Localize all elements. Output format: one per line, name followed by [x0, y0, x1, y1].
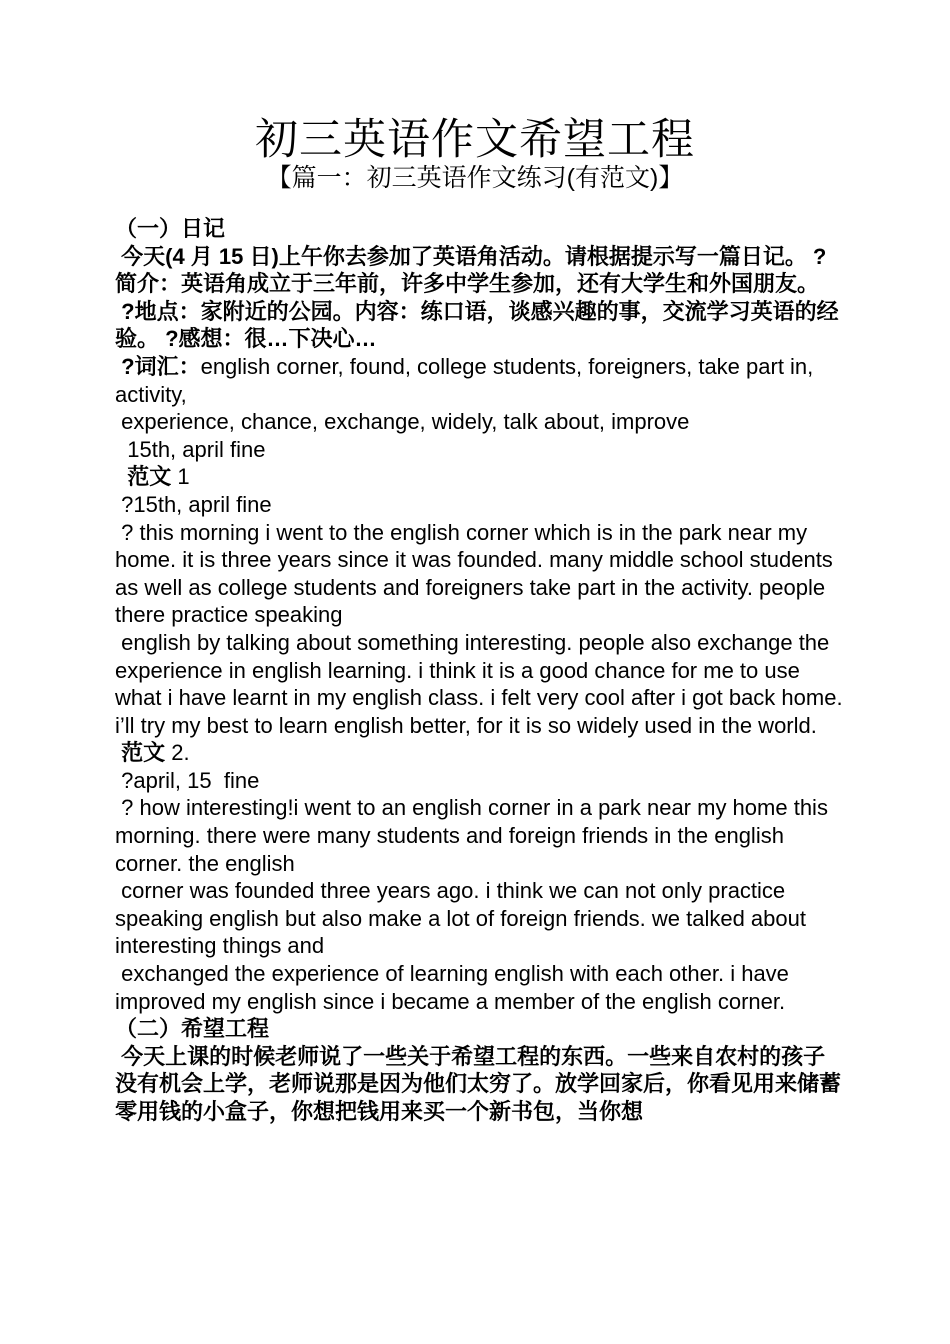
essay1-paragraph-2: english by talking about something interesting. people also exchange the experience in english learning. i think it is a good chance for me to use what i have learnt in my english class. i felt very cool after i got back home. i’ll try my best to learn english better, for it is so widely used in the world. [115, 629, 849, 738]
vocab-text: english corner, found, college students, foreigners, take part in, activity, [115, 353, 820, 407]
section-heading-diary: （一）日记 [115, 216, 226, 241]
essay2-paragraph-2: corner was founded three years ago. i think we can not only practice speaking english but also make a lot of foreign friends. we talked about interesting things and [115, 878, 813, 959]
vocab-label: ?词汇： [115, 353, 201, 379]
document-body [115, 215, 849, 1126]
essay1-paragraph-1: ? this morning i went to the english corner which is in the park near my home. it is three years since it was founded. many middle school students as well as college students and foreigners take part in the activity. people there practice speaking [115, 519, 839, 628]
essay1-date: ?15th, april fine [115, 491, 272, 517]
page-subtitle: 【篇一：初三英语作文练习(有范文)】 [266, 164, 684, 192]
page-title: 初三英语作文希望工程 [255, 116, 695, 164]
essay1-label: 范文 [115, 464, 172, 490]
vocab-paragraph [115, 353, 845, 408]
section-heading-hope-project: （二）希望工程 [115, 1016, 270, 1042]
essay2-number: 2. [165, 740, 190, 766]
diary-place-content: ?地点：家附近的公园。内容：练口语，谈感兴趣的事，交流学习英语的经验。 ?感想：很…下决心… [115, 298, 839, 352]
essay1-heading [115, 463, 845, 491]
essay2-paragraph-1: ? how interesting!i went to an english corner in a park near my home this morning. there were many students and foreign friends in the english corner. the english [115, 795, 835, 876]
diary-prompt: 今天(4 月 15 日)上午你去参加了英语角活动。请根据提示写一篇日记。 ?简介：英语角成立于三年前，许多中学生参加，还有大学生和外国朋友。 [115, 243, 827, 297]
diary-date-line: 15th, april fine [115, 436, 266, 462]
vocab-line-2: experience, chance, exchange, widely, talk about, improve [115, 409, 690, 435]
essay2-date: ?april, 15 fine [115, 767, 260, 793]
essay2-heading [115, 739, 845, 767]
hope-project-prompt: 今天上课的时候老师说了一些关于希望工程的东西。一些来自农村的孩子没有机会上学，老师说那是因为他们太穷了。放学回家后，你看见用来储蓄零用钱的小盒子，你想把钱用来买一个新书包，当你想 [115, 1043, 842, 1124]
essay2-label: 范文 [115, 740, 166, 766]
essay2-paragraph-3: exchanged the experience of learning english with each other. i have improved my english since i became a member of the english corner. [115, 961, 796, 1014]
essay1-number: 1 [171, 464, 190, 490]
